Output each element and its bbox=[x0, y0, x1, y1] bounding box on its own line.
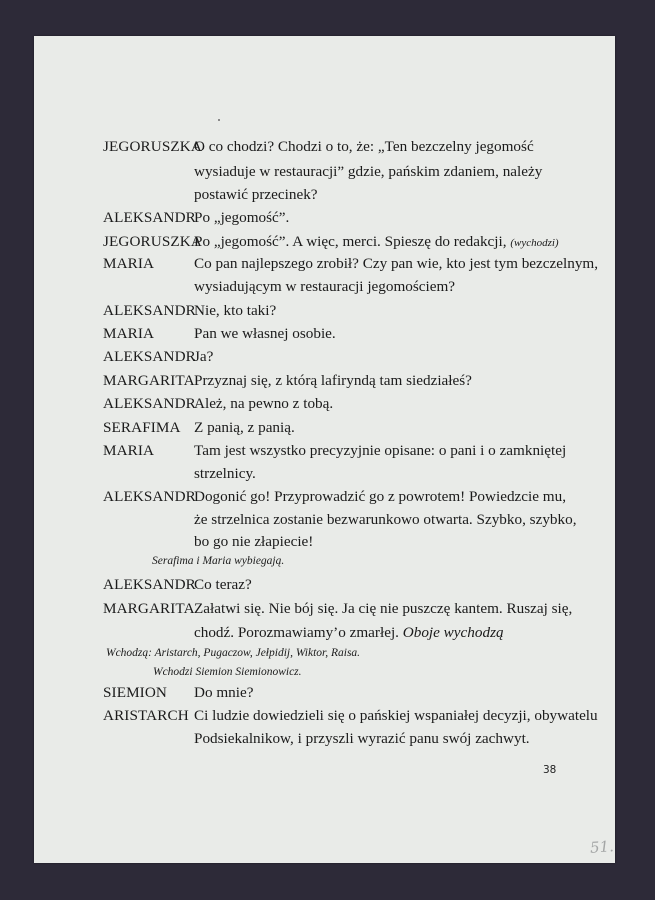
speaker-name: SIEMION bbox=[103, 684, 167, 701]
speaker-name: MARIA bbox=[103, 325, 155, 342]
dialogue-line: Dogonić go! Przyprowadzić go z powrotem! Powiedzcie mu, bbox=[194, 488, 566, 505]
dialogue-line: strzelnicy. bbox=[194, 465, 256, 482]
stage-direction: Serafima i Maria wybiegają. bbox=[152, 555, 285, 567]
speaker-name: MARIA bbox=[103, 255, 155, 272]
speaker-name: MARGARITA bbox=[103, 600, 195, 617]
dialogue-line: Co teraz? bbox=[194, 576, 252, 593]
speaker-name: JEGORUSZKA bbox=[103, 138, 202, 155]
dialogue-text: chodź. Porozmawiamy’o zmarłej. bbox=[194, 624, 403, 641]
dialogue-line: Ależ, na pewno z tobą. bbox=[194, 395, 334, 412]
dialogue-line: Do mnie? bbox=[194, 684, 254, 701]
speaker-name: ALEKSANDR bbox=[103, 395, 196, 412]
dialogue-line: Po „jegomość”. bbox=[194, 209, 290, 226]
speaker-name: ARISTARCH bbox=[103, 707, 189, 724]
handwritten-number: 51. bbox=[589, 837, 615, 857]
speaker-name: ALEKSANDR bbox=[103, 576, 196, 593]
dialogue-line: że strzelnica zostanie bezwarunkowo otwarta. Szybko, szybko, bbox=[194, 511, 577, 528]
speaker-name: MARGARITA bbox=[103, 372, 195, 389]
stage-direction: Wchodzą: Aristarch, Pugaczow, Jełpidij, Wiktor, Raisa. bbox=[106, 647, 361, 659]
document-page bbox=[34, 36, 615, 863]
dialogue-line: O co chodzi? Chodzi o to, że: „Ten bezczelny jegomość bbox=[194, 138, 534, 155]
speaker-name: ALEKSANDR bbox=[103, 302, 196, 319]
dialogue-line: Podsiekalnikow, i przyszli wyrazić panu swój zachwyt. bbox=[194, 730, 530, 747]
dialogue-line: Nie, kto taki? bbox=[194, 302, 277, 319]
dialogue-line: Załatwi się. Nie bój się. Ja cię nie puszczę kantem. Ruszaj się, bbox=[194, 600, 573, 617]
dialogue-line: Ci ludzie dowiedzieli się o pańskiej wspaniałej decyzji, obywatelu bbox=[194, 707, 598, 724]
dialogue-line: Z panią, z panią. bbox=[194, 419, 295, 436]
dialogue-line: Ja? bbox=[194, 348, 214, 365]
stage-aside: Oboje wychodzą bbox=[402, 624, 504, 641]
stage-aside: (wychodzi) bbox=[510, 237, 559, 249]
dialogue-line: wysiaduje w restauracji” gdzie, pańskim zdaniem, należy bbox=[194, 163, 543, 180]
scan-speck bbox=[218, 119, 220, 121]
dialogue-line: postawić przecinek? bbox=[194, 186, 318, 203]
stage-direction: Wchodzi Siemion Siemionowicz. bbox=[153, 666, 302, 678]
speaker-name: ALEKSANDR bbox=[103, 209, 196, 226]
dialogue-line: Przyznaj się, z którą lafiryndą tam siedziałeś? bbox=[194, 372, 472, 389]
dialogue-line: wysiadującym w restauracji jegomościem? bbox=[194, 278, 456, 295]
page-number: 38 bbox=[543, 764, 557, 776]
dialogue-line: Tam jest wszystko precyzyjnie opisane: o pani i o zamkniętej bbox=[194, 442, 567, 459]
dialogue-line: Co pan najlepszego zrobił? Czy pan wie, kto jest tym bezczelnym, bbox=[194, 255, 599, 272]
speaker-name: JEGORUSZKA bbox=[103, 233, 202, 250]
dialogue-line bbox=[194, 233, 559, 252]
speaker-name: ALEKSANDR bbox=[103, 348, 196, 365]
dialogue-line: bo go nie złapiecie! bbox=[194, 533, 314, 550]
dialogue-line bbox=[194, 624, 504, 642]
speaker-name: SERAFIMA bbox=[103, 419, 181, 436]
speaker-name: MARIA bbox=[103, 442, 155, 459]
speaker-name: ALEKSANDR bbox=[103, 488, 196, 505]
dialogue-text: Po „jegomość”. A więc, merci. Spieszę do redakcji, bbox=[194, 233, 511, 250]
dialogue-line: Pan we własnej osobie. bbox=[194, 325, 336, 342]
